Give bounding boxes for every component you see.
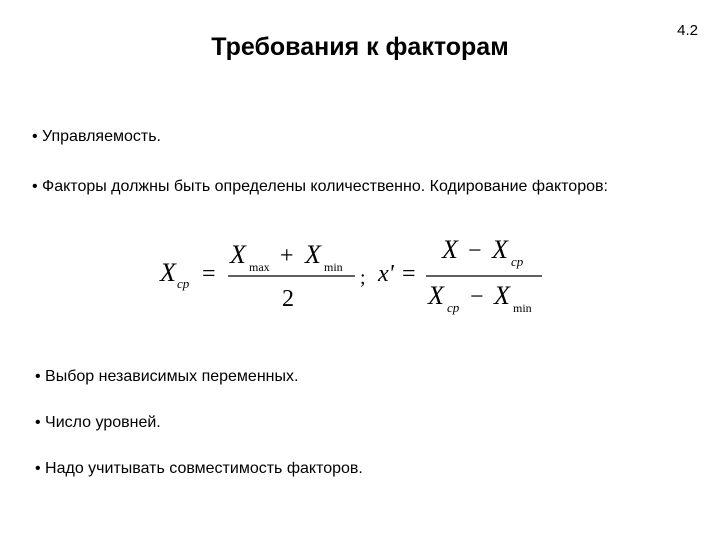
coding-formula [150,236,570,326]
minus-sign-2: − [470,284,484,310]
plus-sign: + [280,243,294,269]
num1-sub-b: min [324,260,343,274]
den2-sub-a: ср [447,300,460,315]
minus-sign: − [468,238,482,264]
den1: 2 [282,286,294,312]
bullet-factor-compatibility: • Надо учитывать совместимость факторов. [35,460,363,477]
num1-sub-a: max [249,260,270,274]
den2-var-a: X [428,281,444,310]
num1-var-a: X [230,240,246,269]
slide-title: Требования к факторам [211,33,509,61]
bullet-quantitative-coding: • Факторы должны быть определены количественно. Кодирование факторов: [32,178,608,195]
den2-var-b: X [494,281,510,310]
lhs-var: X [160,258,176,287]
bullet-controllability: • Управляемость. [32,128,161,145]
separator: ; [360,267,366,289]
formula-svg [150,236,570,326]
num2-var-a: X [442,236,458,264]
bullet-levels-count: • Число уровней. [35,414,161,431]
equals-sign-2: = [402,261,416,287]
den2-sub-b: min [513,301,532,315]
num2-sub-b: ср [511,254,524,269]
slide-number: 4.2 [677,22,698,39]
lhs-sub: ср [177,276,190,291]
x-prime: x' [378,261,394,287]
num1-var-b: X [305,240,321,269]
bullet-variable-selection: • Выбор независимых переменных. [35,368,299,385]
num2-var-b: X [492,236,508,264]
equals-sign: = [202,261,216,287]
